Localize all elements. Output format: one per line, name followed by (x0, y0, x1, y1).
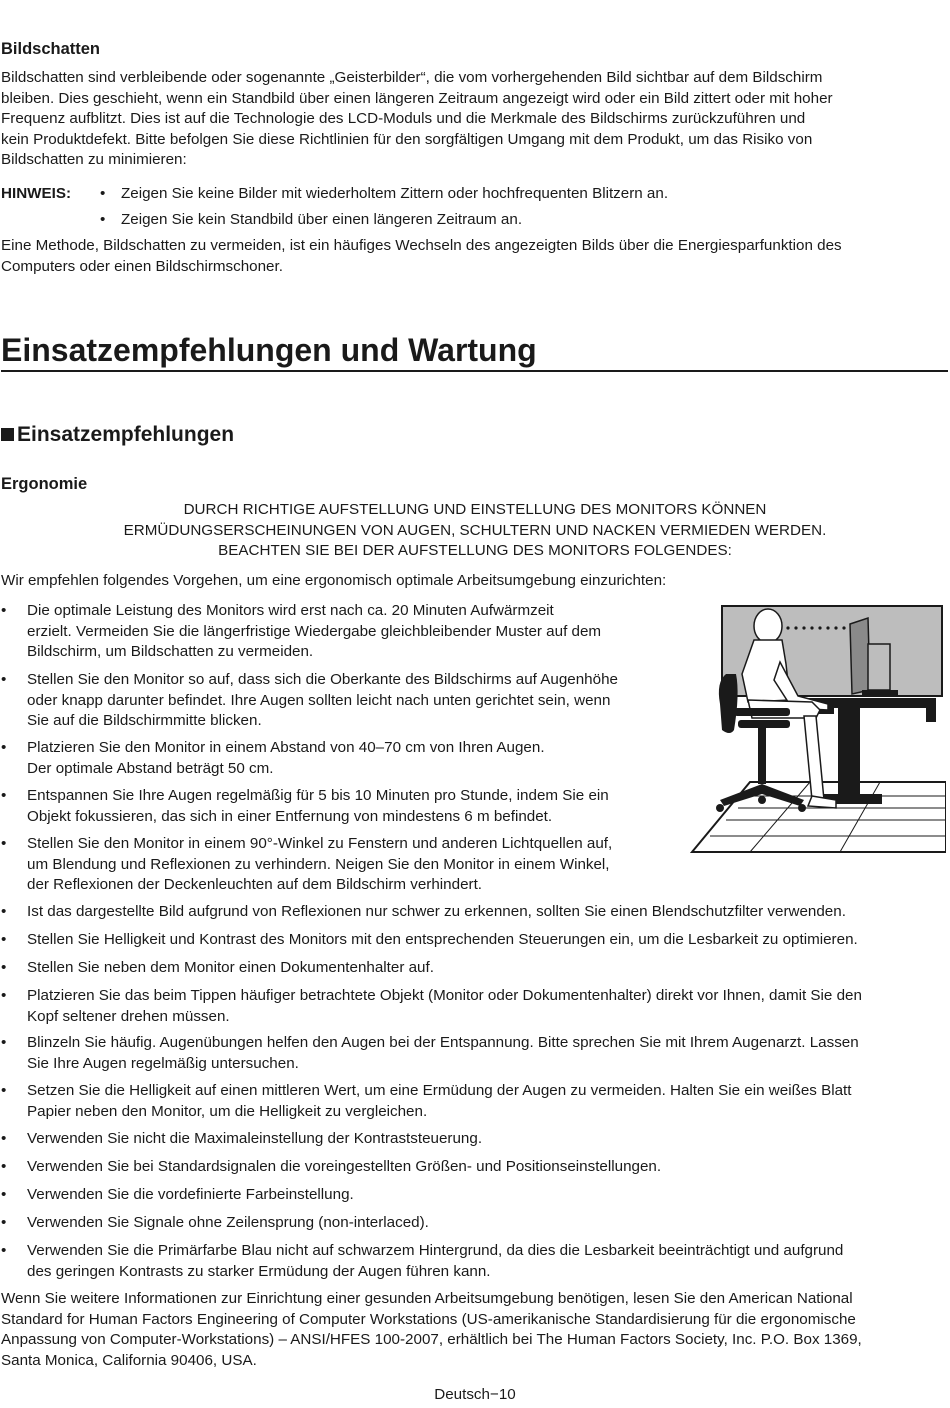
bullet-glyph: • (1, 835, 7, 852)
list-line: Verwenden Sie die Primärfarbe Blau nicht auf schwarzem Hintergrund, da dies die Lesbarkeit beeinträchtigt und aufgrund (27, 1242, 844, 1259)
closing-line: Wenn Sie weitere Informationen zur Einrichtung einer gesunden Arbeitsumgebung benötigen, lesen Sie den American National (1, 1290, 853, 1307)
subsection-title (1, 422, 234, 448)
bullet-glyph: • (1, 1130, 7, 1147)
caps-line: BEACHTEN SIE BEI DER AUFSTELLUNG DES MONITORS FOLGENDES: (218, 542, 732, 559)
closing-paragraph (1, 1289, 862, 1371)
list-line: Stellen Sie Helligkeit und Kontrast des Monitors mit den entsprechenden Steuerungen ein, um die Lesbarkeit zu optimieren. (27, 931, 858, 948)
ghost-line: Computers oder einen Bildschirmschoner. (1, 257, 283, 275)
list-line: Verwenden Sie Signale ohne Zeilensprung (non-interlaced). (27, 1214, 429, 1231)
list-line: Verwenden Sie bei Standardsignalen die voreingestellten Größen- und Positionseinstellungen. (27, 1158, 662, 1175)
list-line: Verwenden Sie nicht die Maximaleinstellung der Kontraststeuerung. (27, 1130, 483, 1147)
bullet-glyph: • (100, 185, 106, 202)
closing-line: Anpassung von Computer-Workstations) – ANSI/HFES 100-2007, erhältlich bei The Human Factors Society, Inc. P.O. Box 1369, (1, 1331, 862, 1348)
note-text: Zeigen Sie kein Standbild über einen längeren Zeitraum an. (121, 211, 523, 228)
list-line: Bildschirm, um Bildschatten zu vermeiden. (27, 643, 314, 660)
ghost-line: Bildschatten sind verbleibende oder sogenannte „Geisterbilder“, die vom vorhergehenden Bild sichtbar auf dem Bildschirm (1, 69, 823, 86)
list-line: Sie auf die Bildschirmmitte blicken. (27, 712, 262, 729)
list-line: Platzieren Sie das beim Tippen häufiger betrachtete Objekt (Monitor oder Dokumentenhalter) direkt vor Ihnen, damit Sie den (27, 987, 862, 1004)
list-line: des geringen Kontrasts zu starker Ermüdung der Augen führen kann. (27, 1262, 491, 1280)
bullet-glyph: • (1, 1158, 7, 1175)
ghost-line: Frequenz aufblitzt. Dies ist auf die Technologie des LCD-Moduls und die Merkmale des Bildschirms zurückzuführen und (1, 110, 806, 127)
bullet-glyph: • (1, 1082, 7, 1099)
bullet-glyph: • (1, 959, 7, 976)
bullet-glyph: • (1, 671, 7, 688)
ghost-paragraph-2 (1, 236, 842, 277)
caps-line: DURCH RICHTIGE AUFSTELLUNG UND EINSTELLUNG DES MONITORS KÖNNEN (183, 501, 767, 518)
list-line: der Reflexionen der Deckenleuchten auf dem Bildschirm verhindert. (27, 876, 483, 893)
ghost-line: bleiben. Dies geschieht, wenn ein Standbild über einen längeren Zeitraum angezeigt wird oder ein Bild zittert oder mit hoher (1, 89, 833, 107)
bullet-glyph: • (1, 1034, 7, 1051)
bullet-glyph: • (1, 903, 7, 920)
note-text: Zeigen Sie keine Bilder mit wiederholtem Zittern oder hochfrequenten Blitzern an. (121, 185, 669, 202)
list-line: Stellen Sie neben dem Monitor einen Dokumentenhalter auf. (27, 959, 434, 976)
list-line: Ist das dargestellte Bild aufgrund von Reflexionen nur schwer zu erkennen, sollten Sie einen Blendschutzfilter verwenden. (27, 903, 846, 920)
square-bullet-icon (1, 428, 14, 441)
ghost-heading: Bildschatten (1, 40, 101, 58)
list-line: Die optimale Leistung des Monitors wird erst nach ca. 20 Minuten Aufwärmzeit (27, 602, 554, 619)
bullet-glyph: • (1, 987, 7, 1004)
list-line: Papier neben den Monitor, um die Helligkeit zu vergleichen. (27, 1102, 428, 1120)
bullet-glyph: • (1, 931, 7, 948)
subsection-text: Einsatzempfehlungen (17, 423, 235, 446)
ergonomics-intro: Wir empfehlen folgendes Vorgehen, um eine ergonomisch optimale Arbeitsumgebung einzurichten: (1, 572, 667, 589)
ergonomic-workstation-illustration (690, 604, 946, 854)
list-line: Kopf seltener drehen müssen. (27, 1007, 230, 1025)
list-line: Der optimale Abstand beträgt 50 cm. (27, 759, 274, 777)
closing-line: Santa Monica, California 90406, USA. (1, 1351, 257, 1369)
list-line: Blinzeln Sie häufig. Augenübungen helfen den Augen bei der Entspannung. Bitte sprechen Sie mit Ihrem Augenarzt. Lassen (27, 1034, 859, 1051)
bullet-glyph: • (1, 1214, 7, 1231)
list-line: Entspannen Sie Ihre Augen regelmäßig für 5 bis 10 Minuten pro Stunde, indem Sie ein (27, 787, 609, 804)
bullet-glyph: • (1, 602, 7, 619)
list-line: Verwenden Sie die vordefinierte Farbeinstellung. (27, 1186, 354, 1203)
ghost-line: Eine Methode, Bildschatten zu vermeiden, ist ein häufiges Wechseln des angezeigten Bilds über die Energiesparfunktion des (1, 237, 842, 254)
list-line: oder knapp darunter befindet. Ihre Augen sollten leicht nach unten gerichtet sein, wenn (27, 691, 611, 709)
closing-line: Standard for Human Factors Engineering of Computer Workstations (US-amerikanische Standardisierung für die ergonomische (1, 1310, 856, 1328)
bullet-glyph: • (100, 211, 106, 228)
list-line: Sie Ihre Augen regelmäßig untersuchen. (27, 1054, 299, 1072)
bullet-glyph: • (1, 739, 7, 756)
note-label: HINWEIS: (1, 185, 72, 202)
bullet-glyph: • (1, 787, 7, 804)
caps-line: ERMÜDUNGSERSCHEINUNGEN VON AUGEN, SCHULTERN UND NACKEN VERMIEDEN WERDEN. (123, 521, 827, 539)
page-footer: Deutsch−10 (434, 1386, 516, 1403)
list-line: Stellen Sie den Monitor so auf, dass sich die Oberkante des Bildschirms auf Augenhöhe (27, 671, 618, 688)
caps-notice (0, 500, 950, 562)
list-line: Setzen Sie die Helligkeit auf einen mittleren Wert, um eine Ermüdung der Augen zu vermeiden. Halten Sie ein weißes Blatt (27, 1082, 852, 1099)
list-line: Stellen Sie den Monitor in einem 90°-Winkel zu Fenstern und anderen Lichtquellen auf, (27, 835, 613, 852)
list-line: erzielt. Vermeiden Sie die längerfristige Wiedergabe gleichbleibender Muster auf dem (27, 622, 602, 640)
bullet-glyph: • (1, 1242, 7, 1259)
list-line: um Blendung und Reflexionen zu verhindern. Neigen Sie den Monitor in einem Winkel, (27, 855, 610, 873)
list-line: Platzieren Sie den Monitor in einem Abstand von 40–70 cm von Ihren Augen. (27, 739, 545, 756)
section-title: Einsatzempfehlungen und Wartung (1, 332, 537, 368)
ghost-line: Bildschatten zu minimieren: (1, 151, 187, 168)
list-line: Objekt fokussieren, das sich in einer Entfernung von mindestens 6 m befindet. (27, 807, 553, 825)
ghost-paragraph (1, 68, 833, 171)
section-rule (1, 370, 948, 372)
bullet-glyph: • (1, 1186, 7, 1203)
ghost-line: kein Produktdefekt. Bitte befolgen Sie diese Richtlinien für den sorgfältigen Umgang mit dem Produkt, um das Risiko von (1, 130, 813, 148)
ergonomics-heading: Ergonomie (1, 475, 88, 493)
